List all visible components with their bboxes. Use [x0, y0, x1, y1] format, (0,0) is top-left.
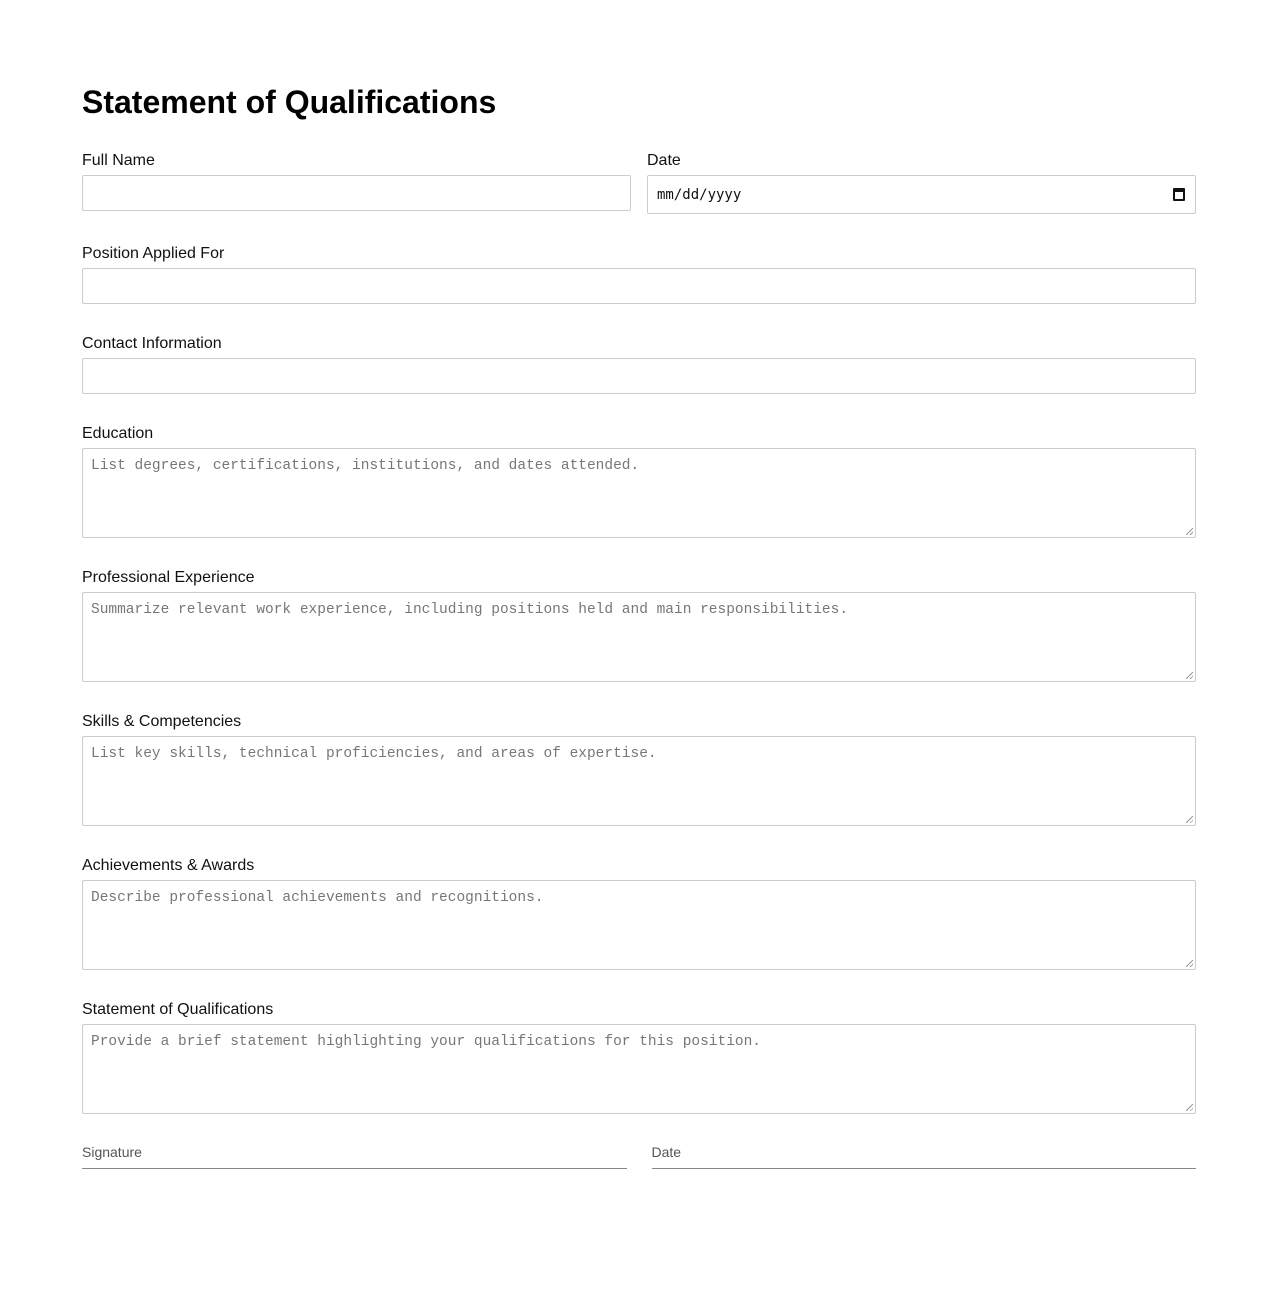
experience-placeholder: Summarize relevant work experience, including positions held and main responsibilities.: [91, 602, 849, 618]
signature-date-line: Date: [652, 1144, 1197, 1169]
achievements-textarea[interactable]: [82, 880, 1196, 970]
signature-line: Signature: [82, 1144, 627, 1169]
full-name-label: Full Name: [82, 152, 155, 169]
statement-placeholder: Provide a brief statement highlighting your qualifications for this position.: [91, 1034, 762, 1050]
signature-row: [82, 1144, 1196, 1169]
contact-input[interactable]: [82, 358, 1196, 394]
statement-label: Statement of Qualifications: [82, 1001, 274, 1018]
date-label: Date: [647, 152, 681, 169]
skills-label: Skills & Competencies: [82, 713, 242, 730]
position-label: Position Applied For: [82, 245, 225, 262]
resize-handle-icon[interactable]: [1186, 528, 1193, 535]
resize-handle-icon[interactable]: [1186, 672, 1193, 679]
experience-label: Professional Experience: [82, 569, 255, 586]
position-input[interactable]: [82, 268, 1196, 304]
achievements-placeholder: Describe professional achievements and recognitions.: [91, 890, 544, 906]
education-placeholder: List degrees, certifications, institutions, and dates attended.: [91, 458, 640, 474]
education-textarea[interactable]: [82, 448, 1196, 538]
education-label: Education: [82, 425, 154, 442]
resize-handle-icon[interactable]: [1186, 960, 1193, 967]
qualifications-form: [82, 82, 1196, 1169]
full-name-input[interactable]: [82, 175, 631, 211]
date-input[interactable]: [647, 175, 1196, 214]
resize-handle-icon[interactable]: [1186, 816, 1193, 823]
contact-label: Contact Information: [82, 335, 222, 352]
statement-textarea[interactable]: [82, 1024, 1196, 1114]
achievements-label: Achievements & Awards: [82, 857, 255, 874]
skills-textarea[interactable]: [82, 736, 1196, 826]
skills-placeholder: List key skills, technical proficiencies, and areas of expertise.: [91, 746, 657, 762]
page-title: Statement of Qualifications: [82, 84, 497, 120]
date-placeholder: mm/dd/yyyy: [657, 186, 742, 203]
experience-textarea[interactable]: [82, 592, 1196, 682]
calendar-icon[interactable]: [1173, 188, 1185, 201]
resize-handle-icon[interactable]: [1186, 1104, 1193, 1111]
